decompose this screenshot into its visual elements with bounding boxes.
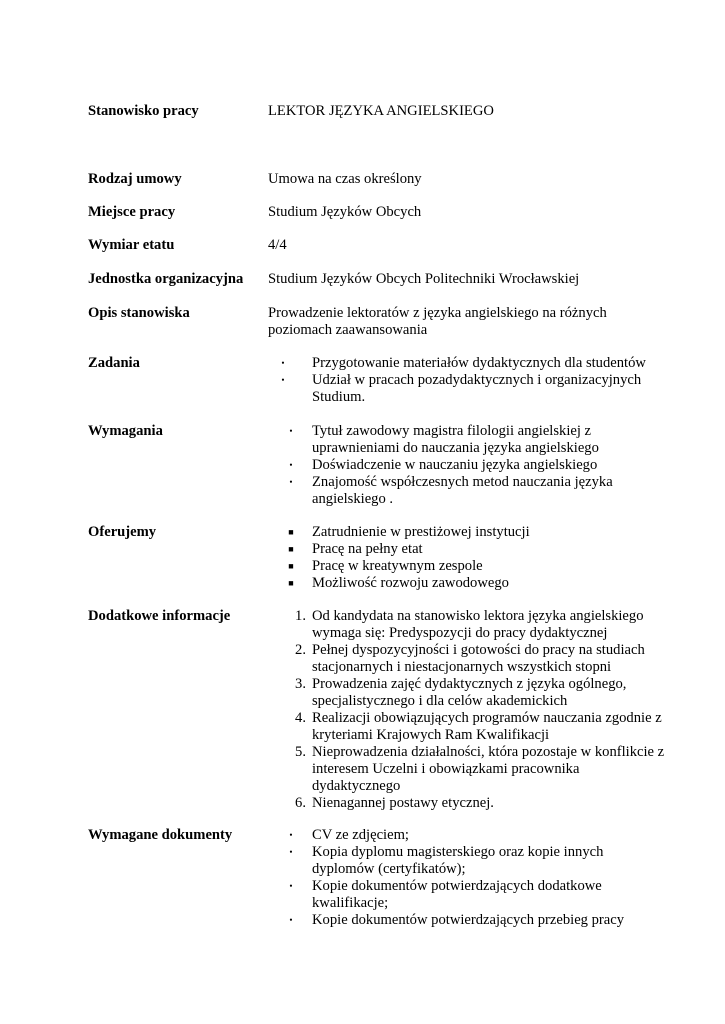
list-number: 6.: [295, 795, 306, 811]
bullet-icon: •: [289, 460, 293, 470]
tasks-list: [281, 355, 662, 406]
label-org-unit: Jednostka organizacyjna: [88, 271, 244, 287]
square-bullet-icon: ■: [288, 527, 294, 537]
label-position: Stanowisko pracy: [88, 103, 199, 119]
list-item: • Kopia dyplomu magisterskiego oraz kopie innych dyplomów (certyfikatów);: [312, 844, 642, 878]
value-contract-type: Umowa na czas określony: [268, 171, 422, 187]
list-item: 5. Nieprowadzenia działalności, która pozostaje w konflikcie z interesem Uczelni i obowiązkami pracownika dydaktycznego: [312, 744, 670, 795]
list-number: 5.: [295, 744, 306, 760]
label-tasks: Zadania: [88, 355, 140, 371]
additional-info-list: [295, 608, 670, 812]
label-contract-type: Rodzaj umowy: [88, 171, 182, 187]
value-workload: 4/4: [268, 237, 287, 253]
list-item: • Kopie dokumentów potwierdzających przebieg pracy: [312, 912, 642, 929]
value-position: LEKTOR JĘZYKA ANGIELSKIEGO: [268, 103, 494, 119]
list-number: 1.: [295, 608, 306, 624]
list-item: • Tytuł zawodowy magistra filologii angielskiej z uprawnieniami do nauczania języka angielskiego: [312, 423, 622, 457]
documents-list: [289, 827, 642, 929]
label-workload: Wymiar etatu: [88, 237, 175, 253]
label-required-documents: Wymagane dokumenty: [88, 827, 233, 843]
list-item: • Udział w pracach pozadydaktycznych i organizacyjnych Studium.: [312, 372, 662, 406]
list-item: • Przygotowanie materiałów dydaktycznych dla studentów: [312, 355, 662, 372]
list-item: • CV ze zdjęciem;: [312, 827, 642, 844]
square-bullet-icon: ■: [288, 544, 294, 554]
square-bullet-icon: ■: [288, 561, 294, 571]
list-item: ■ Możliwość rozwoju zawodowego: [312, 575, 652, 592]
list-item: 3. Prowadzenia zajęć dydaktycznych z języka ogólnego, specjalistycznego i dla celów akademickich: [312, 676, 670, 710]
list-item: 6. Nienagannej postawy etycznej.: [312, 795, 670, 812]
requirements-list: [289, 423, 622, 508]
bullet-icon: •: [289, 915, 293, 925]
bullet-icon: •: [289, 830, 293, 840]
bullet-icon: •: [289, 881, 293, 891]
bullet-icon: •: [281, 375, 285, 385]
bullet-icon: •: [289, 426, 293, 436]
list-item: ■ Zatrudnienie w prestiżowej instytucji: [312, 524, 652, 541]
value-description: Prowadzenie lektoratów z języka angielskiego na różnych poziomach zaawansowania: [268, 305, 607, 338]
value-org-unit: Studium Języków Obcych Politechniki Wrocławskiej: [268, 271, 580, 287]
label-description: Opis stanowiska: [88, 305, 190, 321]
value-workplace: Studium Języków Obcych: [268, 204, 422, 220]
list-number: 3.: [295, 676, 306, 692]
bullet-icon: •: [289, 847, 293, 857]
list-item: 2. Pełnej dyspozycyjności i gotowości do pracy na studiach stacjonarnych i niestacjonarnych wszystkich stopni: [312, 642, 670, 676]
list-item: • Kopie dokumentów potwierdzających dodatkowe kwalifikacje;: [312, 878, 642, 912]
list-item: 1. Od kandydata na stanowisko lektora języka angielskiego wymaga się: Predyspozycji do pracy dydaktycznej: [312, 608, 670, 642]
square-bullet-icon: ■: [288, 578, 294, 588]
bullet-icon: •: [281, 358, 285, 368]
label-requirements: Wymagania: [88, 423, 163, 439]
bullet-icon: •: [289, 477, 293, 487]
label-additional-info: Dodatkowe informacje: [88, 608, 231, 624]
list-item: ■ Pracę w kreatywnym zespole: [312, 558, 652, 575]
list-number: 2.: [295, 642, 306, 658]
list-number: 4.: [295, 710, 306, 726]
list-item: ■ Pracę na pełny etat: [312, 541, 652, 558]
label-workplace: Miejsce pracy: [88, 204, 176, 220]
list-item: • Znajomość współczesnych metod nauczania języka angielskiego .: [312, 474, 622, 508]
offer-list: [288, 524, 652, 592]
label-offer: Oferujemy: [88, 524, 157, 540]
list-item: 4. Realizacji obowiązujących programów nauczania zgodnie z kryteriami Krajowych Ram Kwalifikacji: [312, 710, 670, 744]
list-item: • Doświadczenie w nauczaniu języka angielskiego: [312, 457, 622, 474]
